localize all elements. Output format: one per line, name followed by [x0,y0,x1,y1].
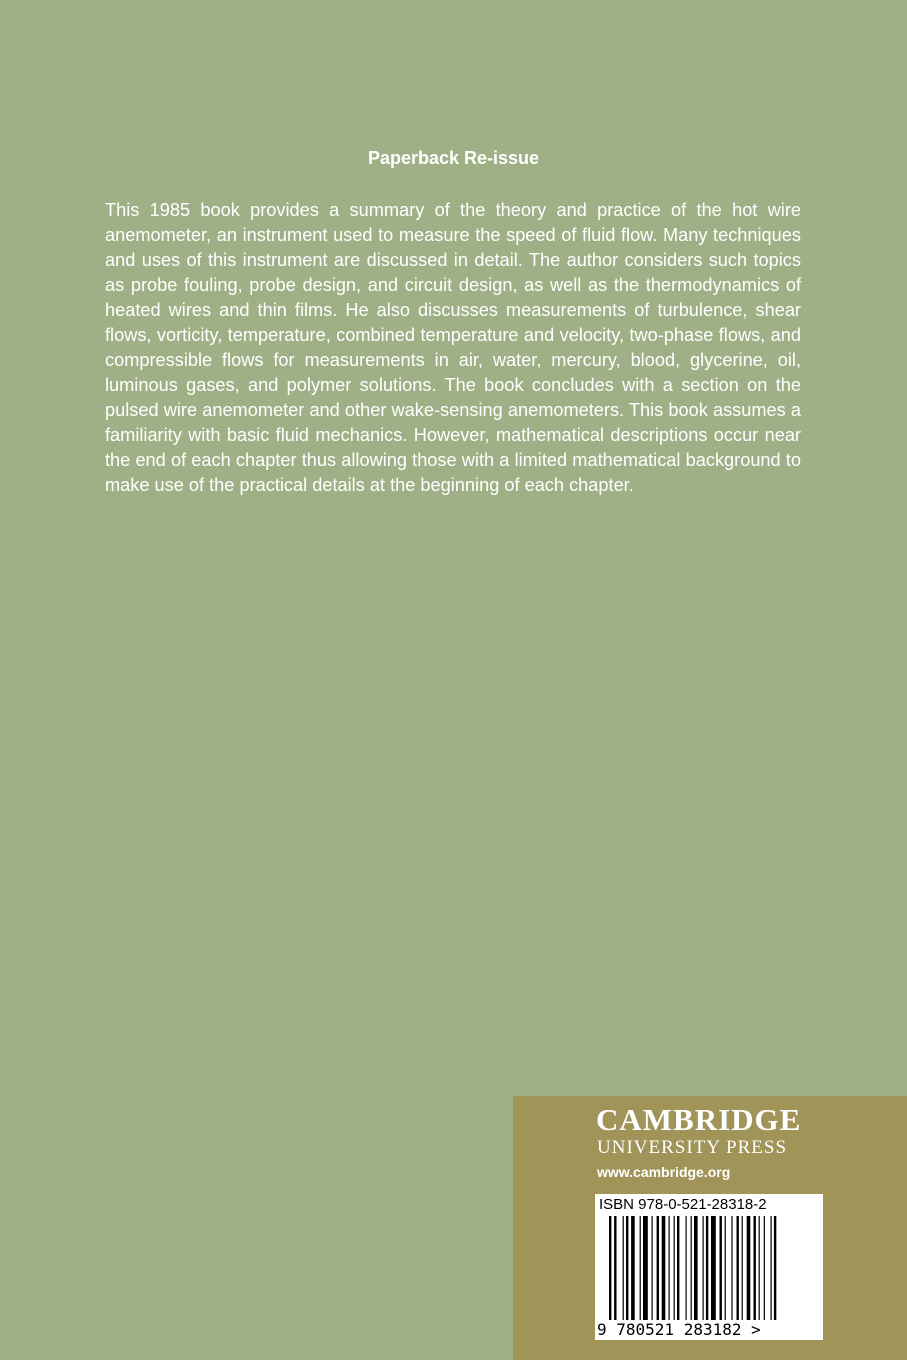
publisher-name: CAMBRIDGE [596,1102,802,1137]
barcode-bars-icon [609,1216,813,1320]
reissue-heading: Paperback Re-issue [367,148,540,168]
book-description: This 1985 book provides a summary of the theory and practice of the hot wire anemometer, an instrument used to measure the speed of fluid flow. Many techniques and uses of this instrument are discussed in detail. The author considers such topics as probe fouling, probe design, and circuit design, as well as the thermodynamics of heated wires and thin films. He also discusses measurements of turbulence, shear flows, vorticity, temperature, combined temperature and velocity, two-phase flows, and compressible flows for measurements in air, water, mercury, blood, glycerine, oil, luminous gases, and polymer solutions. The book concludes with a section on the pulsed wire anemometer and other wake-sensing anemometers. This book assumes a familiarity with basic fluid mechanics. However, mathematical descriptions occur near the end of each chapter thus allowing those with a limited mathematical background to make use of the practical details at the beginning of each chapter. [105,200,801,495]
barcode-digits: 9 780521 283182 > [597,1320,761,1339]
publisher-subname: UNIVERSITY PRESS [597,1137,788,1158]
publisher-panel [513,1096,907,1360]
publisher-url: www.cambridge.org [597,1164,731,1180]
isbn-barcode [595,1194,823,1340]
isbn-label: ISBN 978-0-521-28318-2 [599,1196,767,1213]
